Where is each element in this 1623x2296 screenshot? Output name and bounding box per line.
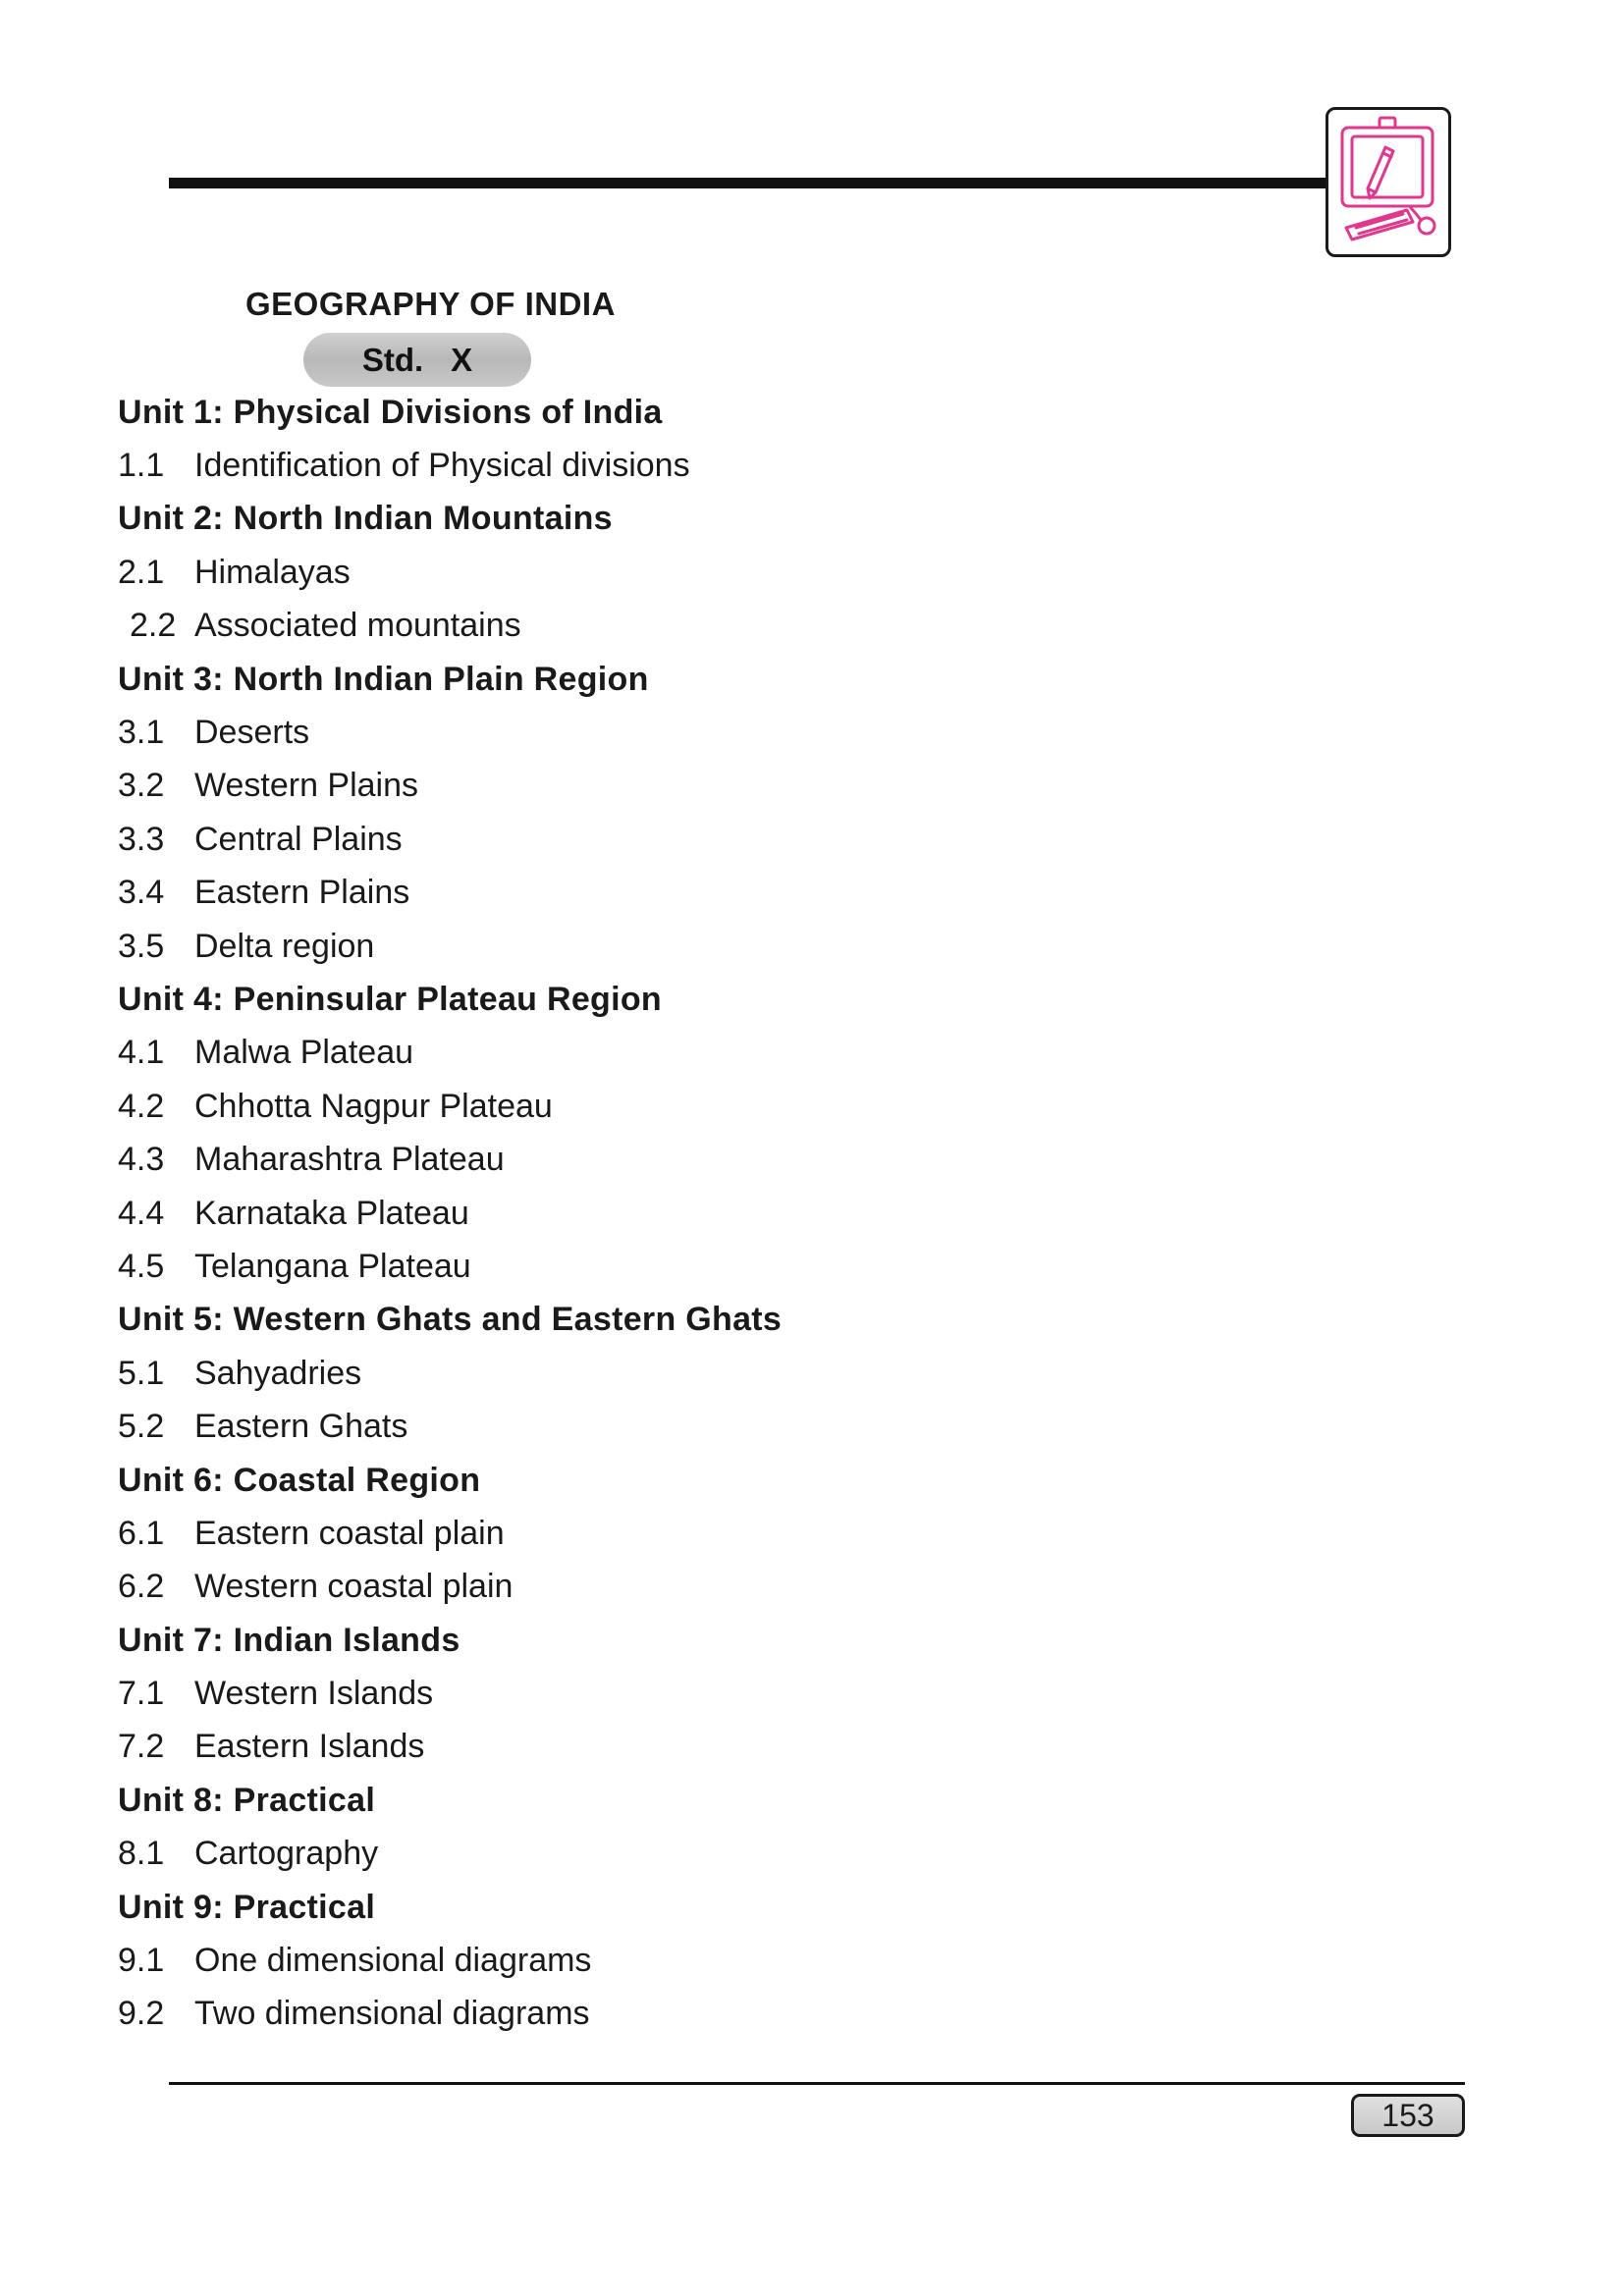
list-item <box>118 1561 1296 1614</box>
item-text: Identification of Physical divisions <box>194 447 690 485</box>
item-number: 3.5 <box>118 927 165 965</box>
list-item <box>118 1988 1296 2041</box>
item-number: 8.1 <box>118 1835 165 1873</box>
item-number: 7.1 <box>118 1675 165 1713</box>
unit-heading: Unit 1: Physical Divisions of India <box>118 393 663 431</box>
item-text: Eastern Ghats <box>194 1408 408 1446</box>
item-number: 9.2 <box>118 1995 165 2033</box>
list-item <box>118 1027 1296 1080</box>
item-number: 1.1 <box>118 447 165 485</box>
item-text: Western Plains <box>194 767 419 805</box>
item-number: 9.1 <box>118 1942 165 1980</box>
item-text: Cartography <box>194 1835 379 1873</box>
std-label: Std. <box>361 341 424 378</box>
item-number: 2.2 <box>130 607 177 645</box>
item-number: 3.3 <box>118 820 165 858</box>
item-number: 7.2 <box>118 1728 165 1766</box>
item-number: 6.2 <box>118 1568 165 1606</box>
item-number: 5.2 <box>118 1408 165 1446</box>
unit-heading: Unit 5: Western Ghats and Eastern Ghats <box>118 1301 783 1339</box>
unit-heading: Unit 7: Indian Islands <box>118 1621 460 1659</box>
page-number: 153 <box>1351 2094 1465 2137</box>
list-item <box>118 1667 1296 1720</box>
list-item <box>118 867 1296 920</box>
item-text: Telangana Plateau <box>194 1247 471 1285</box>
item-text: Two dimensional diagrams <box>194 1995 590 2033</box>
list-item <box>118 920 1296 973</box>
item-text: Chhotta Nagpur Plateau <box>194 1087 553 1125</box>
list-item <box>118 813 1296 866</box>
item-number: 3.4 <box>118 874 165 912</box>
item-text: One dimensional diagrams <box>194 1942 592 1980</box>
item-number: 4.1 <box>118 1034 165 1072</box>
list-item <box>118 1721 1296 1774</box>
list-item <box>118 1400 1296 1453</box>
list-item <box>118 1080 1296 1133</box>
unit-heading: Unit 8: Practical <box>118 1781 376 1819</box>
list-item <box>118 1347 1296 1400</box>
item-text: Himalayas <box>194 553 351 591</box>
list-item <box>118 760 1296 813</box>
item-text: Malwa Plateau <box>194 1034 414 1072</box>
item-text: Maharashtra Plateau <box>194 1141 505 1179</box>
list-item <box>118 439 1296 492</box>
list-item <box>118 1934 1296 1987</box>
list-item <box>118 546 1296 599</box>
item-text: Eastern coastal plain <box>194 1514 505 1552</box>
item-number: 2.1 <box>118 553 165 591</box>
item-number: 3.1 <box>118 714 165 752</box>
item-text: Associated mountains <box>194 607 521 645</box>
list-item <box>118 706 1296 759</box>
document-title: GEOGRAPHY OF INDIA <box>245 286 616 322</box>
std-badge <box>303 333 531 387</box>
unit-heading: Unit 3: North Indian Plain Region <box>118 660 649 698</box>
list-item <box>118 600 1296 653</box>
list-item <box>118 1240 1296 1293</box>
item-text: Eastern Islands <box>194 1728 425 1766</box>
item-number: 5.1 <box>118 1354 165 1392</box>
logo <box>1325 107 1451 257</box>
item-text: Delta region <box>194 927 375 965</box>
item-text: Western coastal plain <box>194 1568 514 1606</box>
item-text: Deserts <box>194 714 310 752</box>
unit-heading: Unit 9: Practical <box>118 1888 376 1926</box>
item-number: 4.4 <box>118 1194 165 1232</box>
table-of-contents <box>118 386 1296 2041</box>
item-number: 4.2 <box>118 1087 165 1125</box>
item-text: Central Plains <box>194 820 403 858</box>
item-text: Sahyadries <box>194 1354 362 1392</box>
item-text: Karnataka Plateau <box>194 1194 469 1232</box>
computer-drawing-icon <box>1328 110 1448 254</box>
list-item <box>118 1187 1296 1240</box>
list-item <box>118 1828 1296 1881</box>
list-item <box>118 1133 1296 1186</box>
item-text: Western Islands <box>194 1675 434 1713</box>
list-item <box>118 1507 1296 1560</box>
header-rule <box>169 178 1327 188</box>
footer-rule <box>169 2082 1465 2085</box>
item-number: 4.5 <box>118 1247 165 1285</box>
item-text: Eastern Plains <box>194 874 410 912</box>
unit-heading: Unit 6: Coastal Region <box>118 1461 481 1499</box>
unit-heading: Unit 2: North Indian Mountains <box>118 500 613 538</box>
item-number: 3.2 <box>118 767 165 805</box>
item-number: 4.3 <box>118 1141 165 1179</box>
std-value: X <box>451 341 473 378</box>
item-number: 6.1 <box>118 1514 165 1552</box>
unit-heading: Unit 4: Peninsular Plateau Region <box>118 980 662 1018</box>
